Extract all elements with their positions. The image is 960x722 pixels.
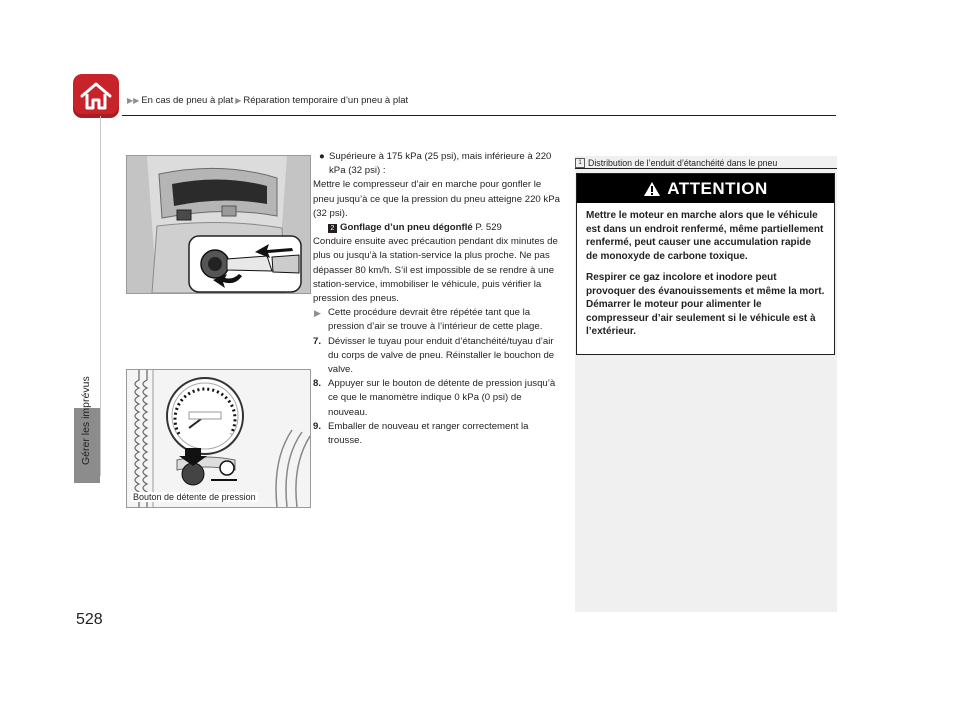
sidebar-title xyxy=(575,158,777,168)
step-number: 8. xyxy=(313,378,322,390)
warning-paragraph-2: Respirer ce gaz incolore et inodore peut provoquer des évanouissements et même la mort. Démarrer le moteur pour alimenter le compresseur d’air seulement si le véhicule est à l’extérieur. xyxy=(586,272,825,337)
cross-reference[interactable] xyxy=(313,221,560,235)
ref-arrow-icon: 2 xyxy=(328,224,337,233)
breadcrumb-level1[interactable]: En cas de pneu à plat xyxy=(141,95,234,106)
step-item xyxy=(313,335,560,378)
step-text: Dévisser le tuyau pour enduit d’étanchéité/tuyau d’air du corps de valve de pneu. Réinstaller le bouchon de valve. xyxy=(328,335,555,376)
paragraph-2: Conduire ensuite avec précaution pendant dix minutes de plus ou jusqu’à la station-service la plus proche. Ne pas dépasser 80 km/h. S’il est impossible de se rendre à une station-service, immobiliser le véhicule, puis vérifier la pression des pneus. xyxy=(313,236,558,305)
note-arrow-icon: ▶ xyxy=(314,308,321,319)
breadcrumb-arrow-icon: ▶▶ xyxy=(127,96,140,105)
note-text: Cette procédure devrait être répétée tant que la pression d’air se trouve à l’intérieur de cette plage. xyxy=(328,307,543,333)
breadcrumb-arrow-icon: ▶ xyxy=(235,96,242,105)
warning-header xyxy=(577,174,834,203)
page-number: 528 xyxy=(76,611,103,628)
step-text: Emballer de nouveau et ranger correctement la trousse. xyxy=(328,420,529,447)
instructions-column xyxy=(313,150,560,448)
bullet-item xyxy=(313,150,560,178)
warning-icon xyxy=(643,181,661,197)
console-socket-illustration xyxy=(126,155,311,294)
side-tab-label: Gérer les imprévus xyxy=(80,376,92,465)
paragraph-1: Mettre le compresseur d’air en marche pour gonfler le pneu jusqu’à ce que la pression du pneu atteigne 220 kPa (32 psi). xyxy=(313,179,560,219)
bullet-text: Supérieure à 175 kPa (25 psi), mais inférieure à 220 kPa (32 psi) : xyxy=(329,151,552,177)
home-icon xyxy=(79,81,113,111)
step-number: 7. xyxy=(313,335,322,347)
sidebar-title-text: Distribution de l’enduit d’étanchéité dans le pneu xyxy=(588,158,778,168)
warning-body xyxy=(577,203,834,339)
home-button[interactable] xyxy=(73,74,119,118)
breadcrumb xyxy=(127,95,408,106)
bullet-dot-icon: ● xyxy=(319,151,325,162)
pressure-gauge-illustration xyxy=(126,369,311,508)
step-item xyxy=(313,420,560,448)
step-text: Appuyer sur le bouton de détente de pression jusqu’à ce que le manomètre indique 0 kPa (0 psi) de nouveau. xyxy=(328,378,556,418)
sidebar-index: 1 xyxy=(575,158,585,168)
step-item xyxy=(313,377,560,420)
warning-paragraph-1: Mettre le moteur en marche alors que le véhicule est dans un endroit renfermé, même partiellement renfermé, peut causer une accumulation rapide de monoxyde de carbone toxique. xyxy=(586,210,824,262)
sidebar-rule xyxy=(575,168,837,169)
header-rule xyxy=(122,115,836,116)
warning-box xyxy=(576,173,835,355)
figure-caption: Bouton de détente de pression xyxy=(133,492,256,502)
warning-label: ATTENTION xyxy=(667,178,768,198)
ref-title[interactable]: Gonflage d’un pneu dégonflé xyxy=(340,222,473,234)
breadcrumb-level2[interactable]: Réparation temporaire d’un pneu à plat xyxy=(243,95,409,106)
note xyxy=(313,306,560,334)
ref-page: P. 529 xyxy=(475,222,502,234)
step-number: 9. xyxy=(313,420,322,432)
